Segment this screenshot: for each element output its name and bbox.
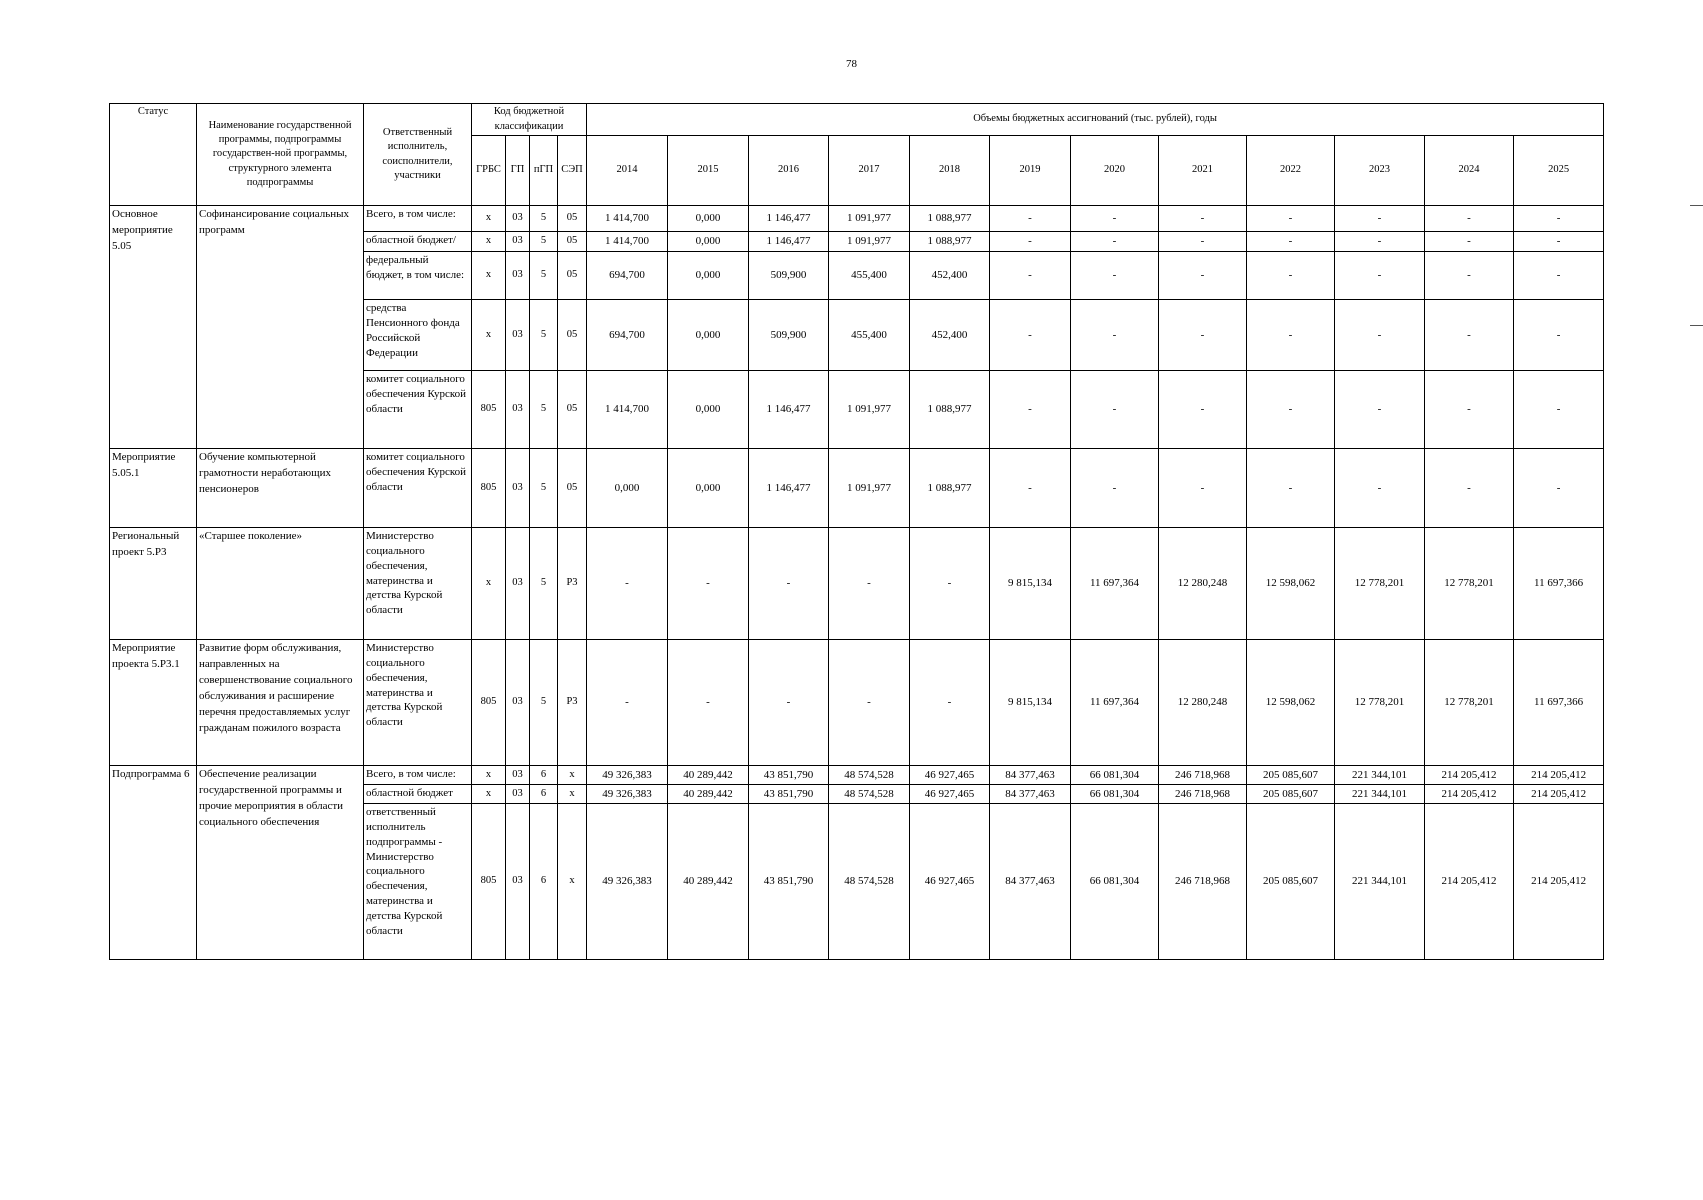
amount-cell: 221 344,101 bbox=[1335, 785, 1425, 804]
amount-cell: 221 344,101 bbox=[1335, 766, 1425, 785]
amount-cell: - bbox=[990, 300, 1071, 371]
amount-cell: 1 088,977 bbox=[910, 206, 990, 232]
code-gp-cell: 03 bbox=[506, 371, 530, 449]
status-cell: Мероприятие проекта 5.Р3.1 bbox=[110, 640, 197, 766]
table-row bbox=[110, 766, 1604, 785]
amount-cell: 66 081,304 bbox=[1071, 804, 1159, 960]
amount-cell: 1 146,477 bbox=[749, 232, 829, 252]
amount-cell: - bbox=[1335, 232, 1425, 252]
amount-cell: 1 088,977 bbox=[910, 232, 990, 252]
amount-cell: - bbox=[910, 528, 990, 640]
amount-cell: - bbox=[1159, 300, 1247, 371]
amount-cell: - bbox=[1425, 449, 1514, 528]
amount-cell: 11 697,366 bbox=[1514, 528, 1604, 640]
amount-cell: 214 205,412 bbox=[1425, 804, 1514, 960]
amount-cell: 214 205,412 bbox=[1514, 804, 1604, 960]
table-row bbox=[110, 640, 1604, 766]
code-sep-cell: 05 bbox=[558, 449, 587, 528]
amount-cell: - bbox=[1159, 206, 1247, 232]
code-gp-cell: 03 bbox=[506, 528, 530, 640]
amount-cell: - bbox=[1071, 232, 1159, 252]
header-code-pgp: пГП bbox=[530, 136, 558, 206]
amount-cell: 12 280,248 bbox=[1159, 640, 1247, 766]
amount-cell: 1 091,977 bbox=[829, 449, 910, 528]
amount-cell: 11 697,366 bbox=[1514, 640, 1604, 766]
header-code-grbs: ГРБС bbox=[472, 136, 506, 206]
code-pgp-cell: 6 bbox=[530, 766, 558, 785]
header-year: 2017 bbox=[829, 136, 910, 206]
amount-cell: - bbox=[1335, 300, 1425, 371]
executor-cell: областной бюджет/ bbox=[364, 232, 472, 252]
amount-cell: 452,400 bbox=[910, 252, 990, 300]
code-sep-cell: Р3 bbox=[558, 528, 587, 640]
amount-cell: 214 205,412 bbox=[1425, 785, 1514, 804]
amount-cell: 246 718,968 bbox=[1159, 804, 1247, 960]
amount-cell: - bbox=[1425, 371, 1514, 449]
amount-cell: 9 815,134 bbox=[990, 528, 1071, 640]
header-year: 2024 bbox=[1425, 136, 1514, 206]
code-gp-cell: 03 bbox=[506, 300, 530, 371]
amount-cell: 12 778,201 bbox=[1335, 640, 1425, 766]
amount-cell: 1 414,700 bbox=[587, 232, 668, 252]
amount-cell: 246 718,968 bbox=[1159, 785, 1247, 804]
amount-cell: 49 326,383 bbox=[587, 785, 668, 804]
amount-cell: 12 280,248 bbox=[1159, 528, 1247, 640]
header-year: 2023 bbox=[1335, 136, 1425, 206]
amount-cell: 46 927,465 bbox=[910, 785, 990, 804]
header-code-gp: ГП bbox=[506, 136, 530, 206]
code-gp-cell: 03 bbox=[506, 804, 530, 960]
amount-cell: 12 598,062 bbox=[1247, 528, 1335, 640]
amount-cell: 46 927,465 bbox=[910, 804, 990, 960]
program-name-cell: Развитие форм обслуживания, направленных на совершенствование социального обслуживания и расширение перечня предоставляемых услуг гражданам пожилого возраста bbox=[197, 640, 364, 766]
amount-cell: - bbox=[1425, 252, 1514, 300]
amount-cell: 84 377,463 bbox=[990, 785, 1071, 804]
program-name-cell: Софинансирование социальных программ bbox=[197, 206, 364, 449]
amount-cell: 9 815,134 bbox=[990, 640, 1071, 766]
amount-cell: - bbox=[668, 640, 749, 766]
amount-cell: - bbox=[1159, 449, 1247, 528]
amount-cell: 1 146,477 bbox=[749, 371, 829, 449]
amount-cell: 11 697,364 bbox=[1071, 640, 1159, 766]
code-gp-cell: 03 bbox=[506, 766, 530, 785]
header-year: 2022 bbox=[1247, 136, 1335, 206]
code-sep-cell: х bbox=[558, 785, 587, 804]
amount-cell: 43 851,790 bbox=[749, 766, 829, 785]
code-pgp-cell: 6 bbox=[530, 785, 558, 804]
page-number: 78 bbox=[846, 58, 857, 70]
executor-cell: комитет социального обеспечения Курской области bbox=[364, 371, 472, 449]
amount-cell: - bbox=[587, 528, 668, 640]
amount-cell: 40 289,442 bbox=[668, 804, 749, 960]
amount-cell: - bbox=[1514, 206, 1604, 232]
amount-cell: 40 289,442 bbox=[668, 785, 749, 804]
amount-cell: - bbox=[1159, 371, 1247, 449]
code-sep-cell: х bbox=[558, 804, 587, 960]
table-body bbox=[110, 206, 1604, 960]
amount-cell: 1 091,977 bbox=[829, 206, 910, 232]
code-gp-cell: 03 bbox=[506, 252, 530, 300]
amount-cell: - bbox=[990, 371, 1071, 449]
code-sep-cell: 05 bbox=[558, 371, 587, 449]
amount-cell: - bbox=[990, 252, 1071, 300]
amount-cell: 509,900 bbox=[749, 300, 829, 371]
amount-cell: 11 697,364 bbox=[1071, 528, 1159, 640]
header-year: 2025 bbox=[1514, 136, 1604, 206]
header-code-group: Код бюджетной классификации bbox=[472, 104, 587, 136]
amount-cell: 694,700 bbox=[587, 252, 668, 300]
program-name-cell: «Старшее поколение» bbox=[197, 528, 364, 640]
amount-cell: 1 414,700 bbox=[587, 371, 668, 449]
amount-cell: 214 205,412 bbox=[1514, 785, 1604, 804]
code-pgp-cell: 5 bbox=[530, 232, 558, 252]
code-grbs-cell: х bbox=[472, 300, 506, 371]
amount-cell: 43 851,790 bbox=[749, 804, 829, 960]
code-pgp-cell: 5 bbox=[530, 300, 558, 371]
code-gp-cell: 03 bbox=[506, 449, 530, 528]
code-pgp-cell: 5 bbox=[530, 640, 558, 766]
executor-cell: комитет социального обеспечения Курской области bbox=[364, 449, 472, 528]
amount-cell: 1 146,477 bbox=[749, 206, 829, 232]
amount-cell: 48 574,528 bbox=[829, 804, 910, 960]
amount-cell: 0,000 bbox=[668, 206, 749, 232]
amount-cell: - bbox=[1247, 300, 1335, 371]
code-gp-cell: 03 bbox=[506, 206, 530, 232]
header-volumes: Объемы бюджетных ассигнований (тыс. рублей), годы bbox=[587, 104, 1604, 136]
header-year: 2020 bbox=[1071, 136, 1159, 206]
code-grbs-cell: 805 bbox=[472, 804, 506, 960]
code-sep-cell: 05 bbox=[558, 300, 587, 371]
amount-cell: - bbox=[1071, 300, 1159, 371]
executor-cell: Министерство социального обеспечения, материнства и детства Курской области bbox=[364, 528, 472, 640]
amount-cell: - bbox=[990, 449, 1071, 528]
amount-cell: 205 085,607 bbox=[1247, 785, 1335, 804]
header-year: 2018 bbox=[910, 136, 990, 206]
status-cell: Подпрограмма 6 bbox=[110, 766, 197, 960]
code-pgp-cell: 5 bbox=[530, 371, 558, 449]
executor-cell: Всего, в том числе: bbox=[364, 206, 472, 232]
amount-cell: 12 598,062 bbox=[1247, 640, 1335, 766]
amount-cell: 49 326,383 bbox=[587, 766, 668, 785]
amount-cell: - bbox=[668, 528, 749, 640]
amount-cell: 48 574,528 bbox=[829, 766, 910, 785]
code-grbs-cell: х bbox=[472, 785, 506, 804]
amount-cell: 0,000 bbox=[668, 252, 749, 300]
amount-cell: - bbox=[749, 640, 829, 766]
table-row bbox=[110, 206, 1604, 232]
code-pgp-cell: 5 bbox=[530, 449, 558, 528]
amount-cell: 49 326,383 bbox=[587, 804, 668, 960]
table-row bbox=[110, 528, 1604, 640]
amount-cell: 455,400 bbox=[829, 252, 910, 300]
scan-edge-mark bbox=[1690, 205, 1703, 206]
amount-cell: 1 146,477 bbox=[749, 449, 829, 528]
amount-cell: - bbox=[1425, 300, 1514, 371]
amount-cell: 1 088,977 bbox=[910, 371, 990, 449]
amount-cell: - bbox=[829, 528, 910, 640]
amount-cell: - bbox=[829, 640, 910, 766]
code-grbs-cell: х bbox=[472, 528, 506, 640]
code-grbs-cell: х bbox=[472, 206, 506, 232]
amount-cell: 66 081,304 bbox=[1071, 766, 1159, 785]
header-status: Статус bbox=[110, 104, 197, 206]
executor-cell: Министерство социального обеспечения, материнства и детства Курской области bbox=[364, 640, 472, 766]
executor-cell: федеральный бюджет, в том числе: bbox=[364, 252, 472, 300]
header-year: 2019 bbox=[990, 136, 1071, 206]
amount-cell: 12 778,201 bbox=[1425, 528, 1514, 640]
amount-cell: 509,900 bbox=[749, 252, 829, 300]
executor-cell: Всего, в том числе: bbox=[364, 766, 472, 785]
status-cell: Основное мероприятие 5.05 bbox=[110, 206, 197, 449]
amount-cell: 0,000 bbox=[668, 449, 749, 528]
header-year: 2021 bbox=[1159, 136, 1247, 206]
amount-cell: - bbox=[1335, 371, 1425, 449]
code-pgp-cell: 5 bbox=[530, 528, 558, 640]
amount-cell: 214 205,412 bbox=[1425, 766, 1514, 785]
amount-cell: 455,400 bbox=[829, 300, 910, 371]
header-year: 2014 bbox=[587, 136, 668, 206]
amount-cell: - bbox=[1514, 252, 1604, 300]
code-sep-cell: 05 bbox=[558, 206, 587, 232]
amount-cell: 221 344,101 bbox=[1335, 804, 1425, 960]
amount-cell: 1 414,700 bbox=[587, 206, 668, 232]
amount-cell: - bbox=[1425, 232, 1514, 252]
header-year: 2015 bbox=[668, 136, 749, 206]
amount-cell: - bbox=[1071, 206, 1159, 232]
amount-cell: 48 574,528 bbox=[829, 785, 910, 804]
header-name: Наименование государственной программы, подпрограммы государствен-ной программы, структурного элемента подпрограммы bbox=[197, 104, 364, 206]
amount-cell: - bbox=[1335, 206, 1425, 232]
status-cell: Мероприятие 5.05.1 bbox=[110, 449, 197, 528]
code-grbs-cell: х bbox=[472, 252, 506, 300]
program-name-cell: Обеспечение реализации государственной программы и прочие мероприятия в области социального обеспечения bbox=[197, 766, 364, 960]
table-row bbox=[110, 449, 1604, 528]
amount-cell: 66 081,304 bbox=[1071, 785, 1159, 804]
amount-cell: - bbox=[1071, 449, 1159, 528]
budget-table bbox=[109, 103, 1604, 960]
code-grbs-cell: 805 bbox=[472, 640, 506, 766]
amount-cell: 1 091,977 bbox=[829, 232, 910, 252]
amount-cell: - bbox=[1247, 371, 1335, 449]
executor-cell: областной бюджет bbox=[364, 785, 472, 804]
amount-cell: 84 377,463 bbox=[990, 766, 1071, 785]
amount-cell: 43 851,790 bbox=[749, 785, 829, 804]
amount-cell: - bbox=[1247, 232, 1335, 252]
code-pgp-cell: 5 bbox=[530, 252, 558, 300]
amount-cell: - bbox=[1247, 252, 1335, 300]
amount-cell: - bbox=[1247, 206, 1335, 232]
amount-cell: 1 091,977 bbox=[829, 371, 910, 449]
amount-cell: 214 205,412 bbox=[1514, 766, 1604, 785]
program-name-cell: Обучение компьютерной грамотности неработающих пенсионеров bbox=[197, 449, 364, 528]
amount-cell: - bbox=[910, 640, 990, 766]
scan-edge-mark bbox=[1690, 325, 1703, 326]
executor-cell: ответственный исполнитель подпрограммы - Министерство социального обеспечения, материнства и детства Курской области bbox=[364, 804, 472, 960]
amount-cell: - bbox=[1335, 449, 1425, 528]
code-gp-cell: 03 bbox=[506, 232, 530, 252]
amount-cell: 205 085,607 bbox=[1247, 804, 1335, 960]
amount-cell: 1 088,977 bbox=[910, 449, 990, 528]
amount-cell: - bbox=[1335, 252, 1425, 300]
amount-cell: 0,000 bbox=[668, 371, 749, 449]
amount-cell: 246 718,968 bbox=[1159, 766, 1247, 785]
code-grbs-cell: 805 bbox=[472, 449, 506, 528]
amount-cell: - bbox=[1159, 252, 1247, 300]
amount-cell: - bbox=[1514, 449, 1604, 528]
amount-cell: 0,000 bbox=[668, 300, 749, 371]
header-year: 2016 bbox=[749, 136, 829, 206]
amount-cell: 40 289,442 bbox=[668, 766, 749, 785]
executor-cell: средства Пенсионного фонда Российской Федерации bbox=[364, 300, 472, 371]
amount-cell: - bbox=[587, 640, 668, 766]
code-sep-cell: х bbox=[558, 766, 587, 785]
amount-cell: 84 377,463 bbox=[990, 804, 1071, 960]
code-sep-cell: 05 bbox=[558, 252, 587, 300]
code-sep-cell: 05 bbox=[558, 232, 587, 252]
amount-cell: 452,400 bbox=[910, 300, 990, 371]
amount-cell: 12 778,201 bbox=[1335, 528, 1425, 640]
amount-cell: 12 778,201 bbox=[1425, 640, 1514, 766]
amount-cell: - bbox=[1425, 206, 1514, 232]
code-pgp-cell: 6 bbox=[530, 804, 558, 960]
status-cell: Региональный проект 5.Р3 bbox=[110, 528, 197, 640]
code-grbs-cell: х bbox=[472, 232, 506, 252]
header-executor: Ответственный исполнитель, соисполнители, участники bbox=[364, 104, 472, 206]
code-sep-cell: Р3 bbox=[558, 640, 587, 766]
amount-cell: - bbox=[990, 232, 1071, 252]
amount-cell: 205 085,607 bbox=[1247, 766, 1335, 785]
amount-cell: - bbox=[1247, 449, 1335, 528]
code-pgp-cell: 5 bbox=[530, 206, 558, 232]
amount-cell: 46 927,465 bbox=[910, 766, 990, 785]
code-grbs-cell: 805 bbox=[472, 371, 506, 449]
code-grbs-cell: х bbox=[472, 766, 506, 785]
code-gp-cell: 03 bbox=[506, 785, 530, 804]
amount-cell: 0,000 bbox=[668, 232, 749, 252]
code-gp-cell: 03 bbox=[506, 640, 530, 766]
amount-cell: - bbox=[749, 528, 829, 640]
amount-cell: - bbox=[1514, 371, 1604, 449]
amount-cell: - bbox=[1071, 371, 1159, 449]
amount-cell: - bbox=[1159, 232, 1247, 252]
amount-cell: 694,700 bbox=[587, 300, 668, 371]
amount-cell: - bbox=[1071, 252, 1159, 300]
header-code-sep: СЭП bbox=[558, 136, 587, 206]
amount-cell: 0,000 bbox=[587, 449, 668, 528]
amount-cell: - bbox=[1514, 300, 1604, 371]
amount-cell: - bbox=[1514, 232, 1604, 252]
amount-cell: - bbox=[990, 206, 1071, 232]
